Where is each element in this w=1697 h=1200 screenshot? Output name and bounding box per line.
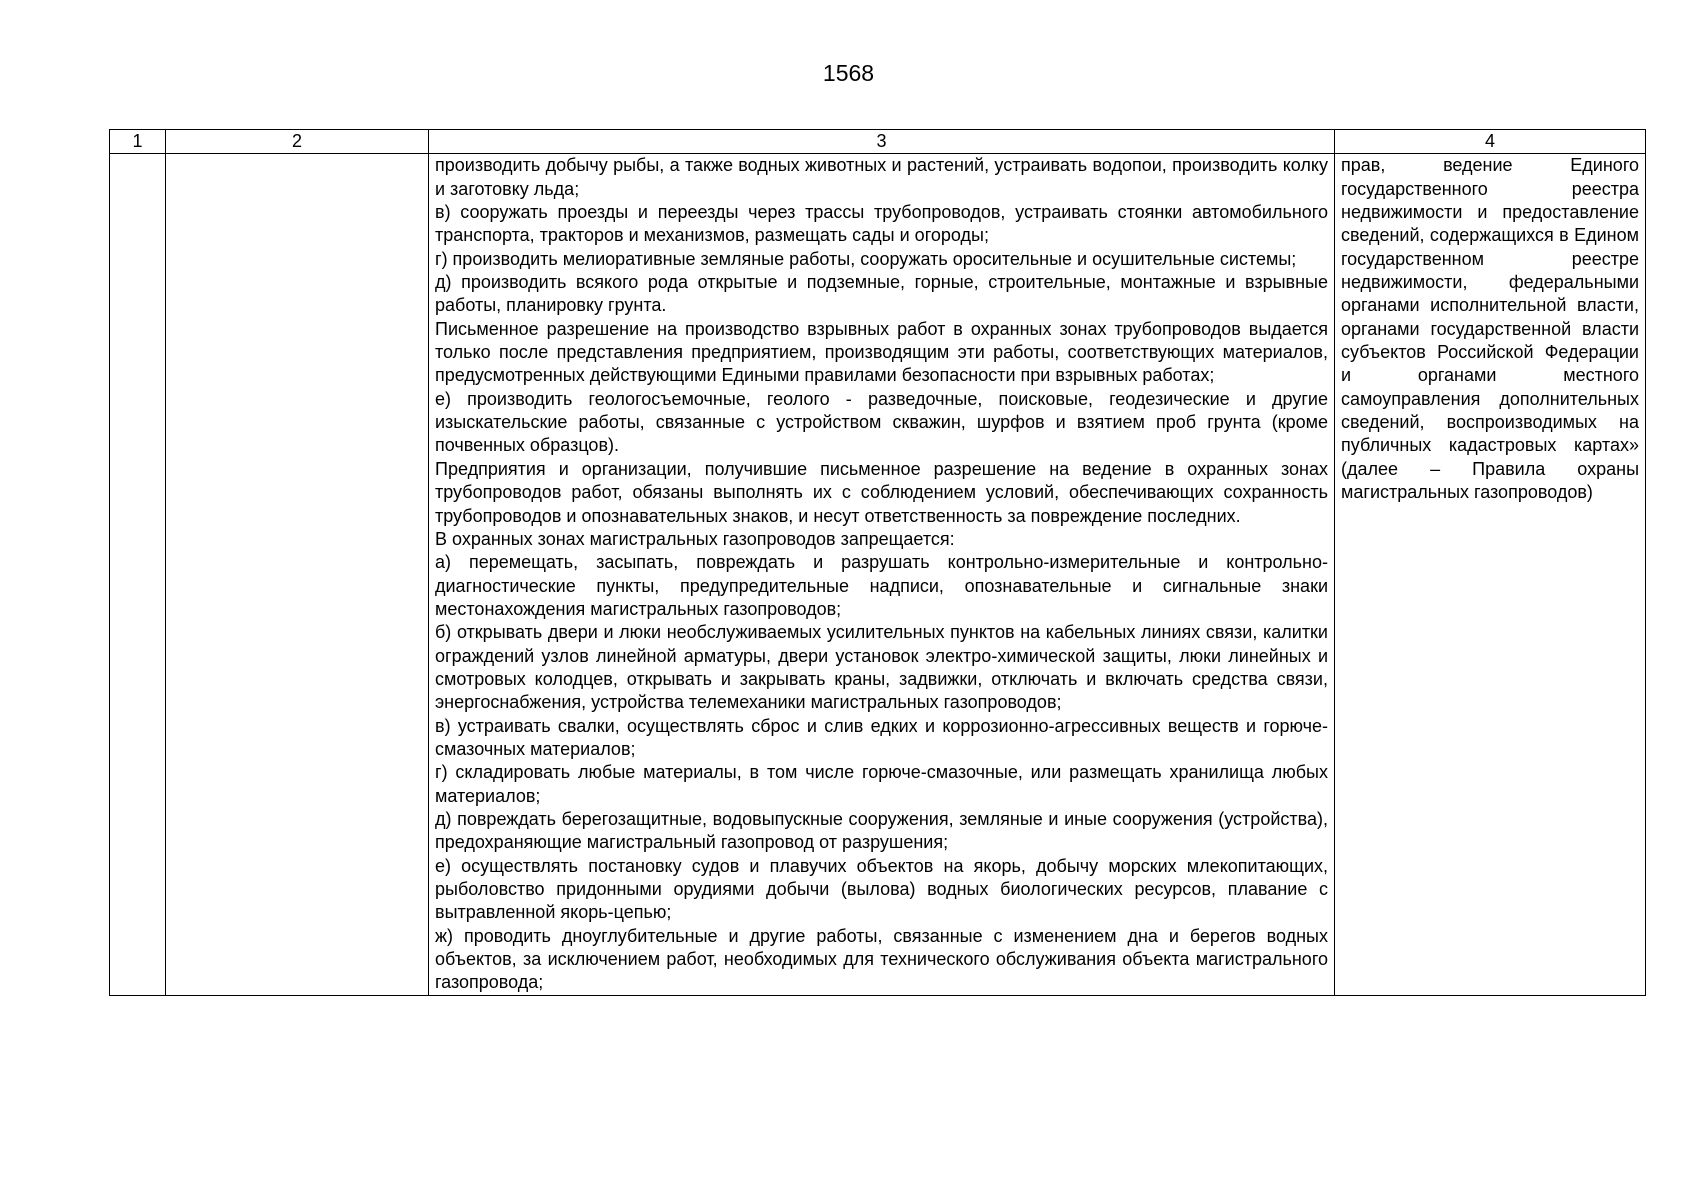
column-header-3: 3 — [429, 130, 1335, 154]
paragraph: г) производить мелиоративные земляные работы, сооружать оросительные и осушительные системы; — [435, 248, 1297, 269]
column-header-2: 2 — [166, 130, 429, 154]
column-header-1: 1 — [110, 130, 166, 154]
paragraph: ж) проводить дноуглубительные и другие работы, связанные с изменением дна и берегов водных объектов, за исключением работ, необходимых для технического обслуживания объекта магистрального газопровода; — [435, 925, 1328, 993]
paragraph: д) производить всякого рода открытые и подземные, горные, строительные, монтажные и взрывные работы, планировку грунта. — [435, 272, 1328, 316]
paragraph: Письменное разрешение на производство взрывных работ в охранных зонах трубопроводов выдается только после представления предприятием, производящим эти работы, соответствующих материалов, предусмотренных действующими Едиными правилами безопасности при взрывных работах; — [435, 318, 1328, 386]
paragraph: д) повреждать берегозащитные, водовыпускные сооружения, земляные и иные сооружения (устройства), предохраняющие магистральный газопровод от разрушения; — [435, 808, 1328, 853]
paragraph: в) устраивать свалки, осуществлять сброс и слив едких и коррозионно-агрессивных веществ и горюче-смазочных материалов; — [435, 715, 1328, 759]
table-header-row — [110, 130, 1646, 154]
cell-col4 — [1335, 154, 1646, 995]
paragraph: в) сооружать проезды и переезды через трассы трубопроводов, устраивать стоянки автомобильного транспорта, тракторов и механизмов, размещать сады и огороды; — [435, 202, 1328, 246]
paragraph: г) складировать любые материалы, в том числе горюче-смазочные, или размещать хранилища любых материалов; — [435, 762, 1328, 806]
cell-col3 — [429, 154, 1335, 995]
paragraph: Предприятия и организации, получившие письменное разрешение на ведение в охранных зонах трубопроводов работ, обязаны выполнять их с соблюдением условий, обеспечивающих сохранность трубопроводов и опознавательных знаков, и несут ответственность за повреждение последних. — [435, 458, 1328, 526]
page-number: 1568 — [822, 60, 875, 86]
cell-col2 — [166, 154, 429, 995]
cell-col1 — [110, 154, 166, 995]
paragraph: прав, ведение Единого государственного реестра недвижимости и предоставление сведений, содержащихся в Едином государственном реестре недвижимости, федеральными органами исполнительной власти, органами государственной власти субъектов Российской Федерации и органами местного самоуправления дополнительных сведений, воспроизводимых на публичных кадастровых картах» (далее – Правила охраны магистральных газопроводов) — [1341, 155, 1639, 503]
paragraph: е) осуществлять постановку судов и плавучих объектов на якорь, добычу морских млекопитающих, рыболовство придонными орудиями добычи (вылова) водных биологических ресурсов, плавание с вытравленной якорь-цепью; — [435, 855, 1328, 923]
paragraph: б) открывать двери и люки необслуживаемых усилительных пунктов на кабельных линиях связи, калитки ограждений узлов линейной арматуры, двери установок электро-химической защиты, люки линейных и смотровых колодцев, открывать и закрывать краны, задвижки, отключать и включать средства связи, энергоснабжения, устройства телемеханики магистральных газопроводов; — [435, 622, 1328, 713]
column-header-4: 4 — [1335, 130, 1646, 154]
paragraph: В охранных зонах магистральных газопроводов запрещается: — [435, 528, 955, 549]
paragraph: производить добычу рыбы, а также водных животных и растений, устраивать водопои, производить колку и заготовку льда; — [435, 155, 1328, 199]
table-row — [110, 154, 1646, 995]
paragraph: е) производить геологосъемочные, геолого - разведочные, поисковые, геодезические и другие изыскательские работы, связанные с устройством скважин, шурфов и взятием проб грунта (кроме почвенных образцов). — [435, 388, 1328, 456]
document-table — [109, 129, 1646, 996]
paragraph: а) перемещать, засыпать, повреждать и разрушать контрольно-измерительные и контрольно-диагностические пункты, предупредительные надписи, опознавательные и сигнальные знаки местонахождения магистральных газопроводов; — [435, 552, 1328, 619]
